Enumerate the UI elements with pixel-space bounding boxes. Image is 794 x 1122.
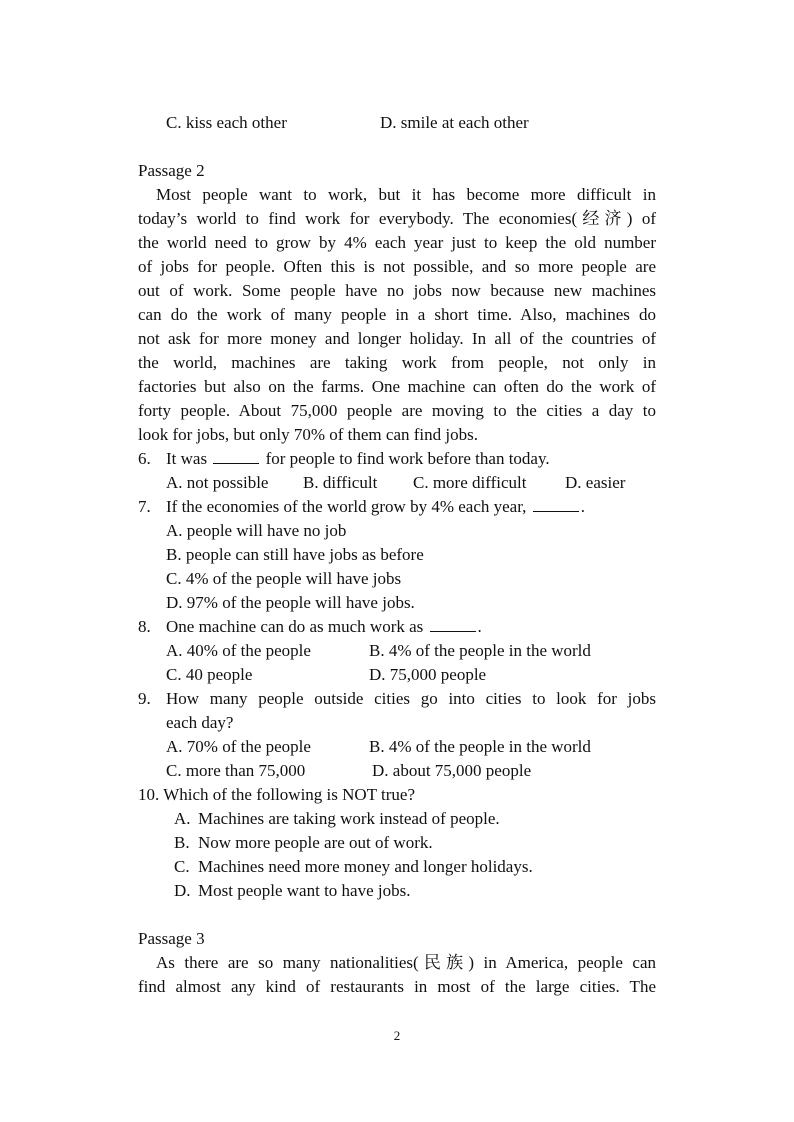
passage-2-line: of jobs for people. Often this is not possible, and so more people are	[138, 257, 656, 276]
question-7-option-c: C. 4% of the people will have jobs	[166, 569, 402, 588]
question-7-option-d: D. 97% of the people will have jobs.	[166, 593, 415, 612]
passage-2-line: the world need to grow by 4% each year just to keep the old number	[138, 233, 656, 252]
question-9-stem-line-2: each day?	[166, 713, 234, 732]
question-9-option-b: B. 4% of the people in the world	[369, 737, 591, 756]
question-8-stem	[166, 615, 482, 639]
question-10-option-d-text: Most people want to have jobs.	[198, 881, 411, 900]
question-7-number: 7.	[138, 497, 151, 516]
passage-2-line: factories but also on the farms. One machine can often do the work of	[138, 377, 656, 396]
passage-2-line: out of work. Some people have no jobs now because new machines	[138, 281, 656, 300]
question-6-number: 6.	[138, 449, 151, 468]
answer-blank	[213, 448, 259, 464]
question-8-option-c: C. 40 people	[166, 665, 253, 684]
question-7-text-before: If the economies of the world grow by 4% each year,	[166, 497, 527, 516]
question-10-option-b-label: B.	[174, 833, 190, 852]
question-9-option-d: D. about 75,000 people	[372, 761, 532, 780]
passage-2-line: forty people. About 75,000 people are moving to the cities a day to	[138, 401, 656, 420]
passage-2-line: look for jobs, but only 70% of them can find jobs.	[138, 425, 478, 444]
answer-blank	[430, 616, 476, 632]
option-d-prev: D. smile at each other	[380, 113, 529, 132]
question-8-option-d: D. 75,000 people	[369, 665, 487, 684]
question-10-number: 10.	[138, 785, 160, 804]
question-6-option-a: A. not possible	[166, 473, 269, 492]
answer-blank	[533, 496, 579, 512]
question-9-stem-line-1: How many people outside cities go into cities to look for jobs	[166, 689, 656, 708]
question-8-text-after: .	[477, 617, 482, 636]
question-7-option-b: B. people can still have jobs as before	[166, 545, 424, 564]
question-10-option-a-text: Machines are taking work instead of people.	[198, 809, 500, 828]
passage-3-line: As there are so many nationalities(民族) in America, people can	[156, 953, 656, 972]
question-9-option-a: A. 70% of the people	[166, 737, 311, 756]
question-6-text-before: It was	[166, 449, 208, 468]
question-10-option-b-text: Now more people are out of work.	[198, 833, 433, 852]
question-10-option-d-label: D.	[174, 881, 191, 900]
passage-3-title: Passage 3	[138, 929, 205, 948]
question-10-stem	[138, 783, 415, 807]
passage-2-line: today’s world to find work for everybody. The economies(经济) of	[138, 209, 656, 228]
question-10-text: Which of the following is NOT true?	[163, 785, 415, 804]
option-c-prev: C. kiss each other	[166, 113, 287, 132]
question-10-option-a-label: A.	[174, 809, 191, 828]
question-8-option-b: B. 4% of the people in the world	[369, 641, 591, 660]
question-6-option-d: D. easier	[565, 473, 626, 492]
question-10-option-c-text: Machines need more money and longer holidays.	[198, 857, 533, 876]
passage-2-line: Most people want to work, but it has become more difficult in	[156, 185, 656, 204]
question-7-stem	[166, 495, 585, 519]
question-7-option-a: A. people will have no job	[166, 521, 347, 540]
question-8-number: 8.	[138, 617, 151, 636]
question-10-option-c-label: C.	[174, 857, 190, 876]
question-7-text-after: .	[580, 497, 585, 516]
question-6-text-after: for people to find work before than today.	[265, 449, 550, 468]
passage-2-line: not ask for more money and longer holiday. In all of the countries of	[138, 329, 656, 348]
question-8-option-a: A. 40% of the people	[166, 641, 311, 660]
question-9-number: 9.	[138, 689, 151, 708]
question-8-text-before: One machine can do as much work as	[166, 617, 424, 636]
question-6-stem	[166, 447, 550, 471]
page-number: 2	[393, 1028, 401, 1043]
passage-2-line: the world, machines are taking work from people, not only in	[138, 353, 656, 372]
question-6-option-c: C. more difficult	[413, 473, 527, 492]
passage-2-title: Passage 2	[138, 161, 205, 180]
passage-2-line: can do the work of many people in a short time. Also, machines do	[138, 305, 656, 324]
passage-3-line: find almost any kind of restaurants in most of the large cities. The	[138, 977, 656, 996]
question-9-option-c: C. more than 75,000	[166, 761, 306, 780]
question-6-option-b: B. difficult	[303, 473, 378, 492]
